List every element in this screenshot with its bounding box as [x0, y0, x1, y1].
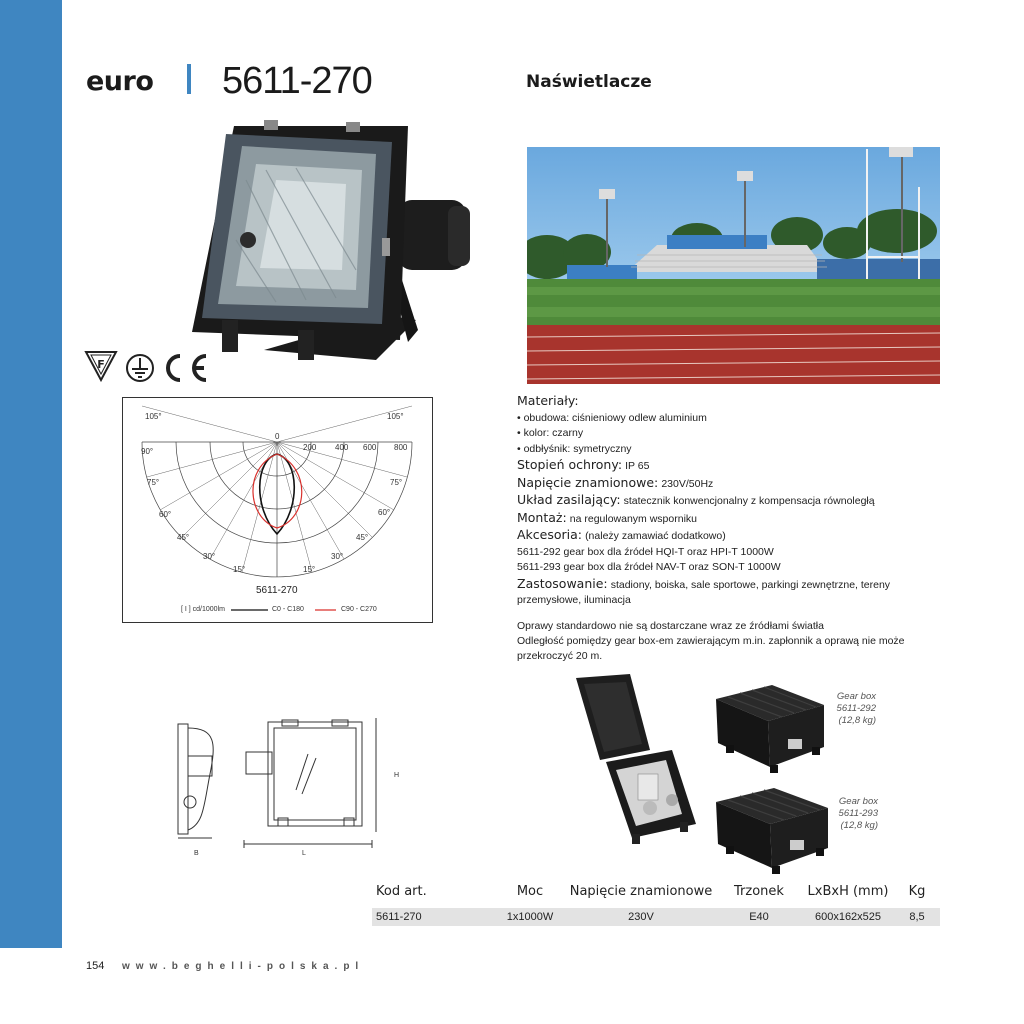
product-table — [372, 884, 940, 926]
angle-label: 105° — [387, 412, 404, 421]
table-header-cell: Kg — [908, 884, 926, 899]
website-link[interactable]: www.beghelli-polska.pl — [122, 961, 365, 972]
power-system-value: statecznik konwencjonalny z kompensacja równoległą — [623, 495, 875, 507]
angle-label: 30° — [331, 552, 344, 561]
angle-label: 15° — [233, 565, 246, 574]
f-mark-icon — [86, 352, 116, 380]
angle-label: 60° — [378, 508, 391, 517]
table-cell: E40 — [749, 911, 769, 923]
angle-label: 60° — [159, 510, 172, 519]
dimension-b: B — [194, 850, 199, 857]
angle-label: 45° — [177, 533, 190, 542]
accessory-item: 5611-292 gear box dla źródeł HQI-T oraz HPI-T 1000W — [517, 545, 774, 558]
diagram-model-label: 5611-270 — [256, 585, 298, 596]
legend-unit: [ I ] cd/1000lm — [181, 606, 225, 613]
stadium-photo — [527, 147, 940, 384]
dimension-l: L — [302, 850, 306, 857]
dimension-h: H — [394, 772, 400, 779]
certification-marks — [84, 348, 214, 388]
table-header-cell: Moc — [516, 884, 544, 899]
table-header-cell: Kod art. — [376, 884, 427, 899]
mounting-value: na regulowanym wsporniku — [569, 512, 697, 525]
table-cell: 5611-270 — [376, 911, 422, 923]
power-system-heading: Układ zasilający: — [517, 492, 621, 507]
radial-label: 400 — [335, 443, 349, 452]
angle-label: 75° — [147, 478, 160, 487]
radial-label: 0 — [275, 432, 280, 441]
ce-mark-icon — [168, 356, 206, 380]
note-lamps: Oprawy standardowo nie są dostarczane wraz ze źródłami światła — [517, 619, 824, 632]
gearbox-caption-line: Gear box — [838, 796, 878, 807]
table-header-cell: LxBxH (mm) — [807, 884, 889, 899]
gearbox-caption — [822, 796, 878, 832]
gearbox-5611-292-photo — [712, 685, 827, 780]
material-item: • odbłyśnik: symetryczny — [517, 442, 632, 455]
brand-name: euro — [86, 66, 154, 97]
material-item: • kolor: czarny — [517, 427, 584, 439]
application-value: stadiony, boiska, sale sportowe, parkingi zewnętrzne, tereny przemysłowe, iluminacja — [517, 578, 891, 606]
angle-label: 45° — [356, 533, 369, 542]
page-number: 154 — [86, 960, 105, 972]
radial-label: 200 — [303, 443, 317, 452]
title-separator — [187, 64, 191, 94]
gearbox-caption-line: Gear box — [836, 691, 876, 702]
technical-drawing — [168, 714, 413, 864]
table-cell: 600x162x525 — [814, 911, 882, 923]
angle-label: 15° — [303, 565, 316, 574]
legend-c90: C90 - C270 — [341, 606, 377, 613]
radial-label: 600 — [363, 443, 377, 452]
specifications — [517, 393, 937, 664]
ground-symbol-icon — [127, 355, 153, 381]
table-header — [372, 884, 940, 906]
table-cell: 230V — [628, 911, 654, 923]
note-distance: Odległość pomiędzy gear box-em zawierającym m.in. zapłonnik a oprawą nie może przekroczyć 20 m. — [517, 634, 905, 662]
product-code-title: 5611-270 — [222, 60, 372, 102]
accessory-item: 5611-293 gear box dla źródeł NAV-T oraz SON-T 1000W — [517, 561, 781, 573]
category-title: Naświetlacze — [526, 72, 652, 92]
table-header-cell: Napięcie znamionowe — [569, 884, 713, 899]
gearbox-caption-line: (12,8 kg) — [840, 820, 878, 831]
table-header-cell: Trzonek — [734, 884, 784, 899]
gearbox-caption-line: (12,8 kg) — [838, 715, 876, 726]
accessories-heading: Akcesoria: — [517, 527, 582, 542]
application-heading: Zastosowanie: — [517, 575, 608, 591]
table-cell: 8,5 — [909, 911, 925, 923]
voltage-heading: Napięcie znamionowe: — [517, 474, 659, 490]
side-accent-bar — [0, 0, 62, 948]
protection-heading: Stopień ochrony: — [517, 457, 623, 472]
angle-label: 90° — [141, 447, 154, 456]
radial-label: 800 — [394, 443, 408, 452]
table-cell: 1x1000W — [506, 911, 554, 923]
mounting-heading: Montaż: — [517, 509, 567, 525]
legend-c0: C0 - C180 — [272, 606, 304, 613]
angle-label: 105° — [145, 412, 162, 421]
svg-text:F: F — [97, 358, 105, 371]
table-row — [372, 908, 940, 926]
protection-value: IP 65 — [625, 460, 650, 472]
voltage-value: 230V/50Hz — [661, 477, 714, 490]
angle-label: 75° — [390, 478, 403, 487]
floodlight-photo — [186, 120, 476, 360]
gearbox-5611-293-photo — [712, 788, 832, 880]
gearbox-open-photo — [572, 674, 702, 849]
angle-label: 30° — [203, 552, 216, 561]
polar-light-diagram — [122, 397, 433, 623]
gearbox-caption — [820, 691, 876, 727]
gearbox-caption-line: 5611-293 — [838, 808, 878, 819]
accessories-note: (należy zamawiać dodatkowo) — [585, 530, 726, 542]
materials-heading: Materiały: — [517, 393, 579, 408]
material-item: • obudowa: ciśnieniowy odlew aluminium — [517, 411, 707, 424]
gearbox-caption-line: 5611-292 — [836, 703, 876, 714]
